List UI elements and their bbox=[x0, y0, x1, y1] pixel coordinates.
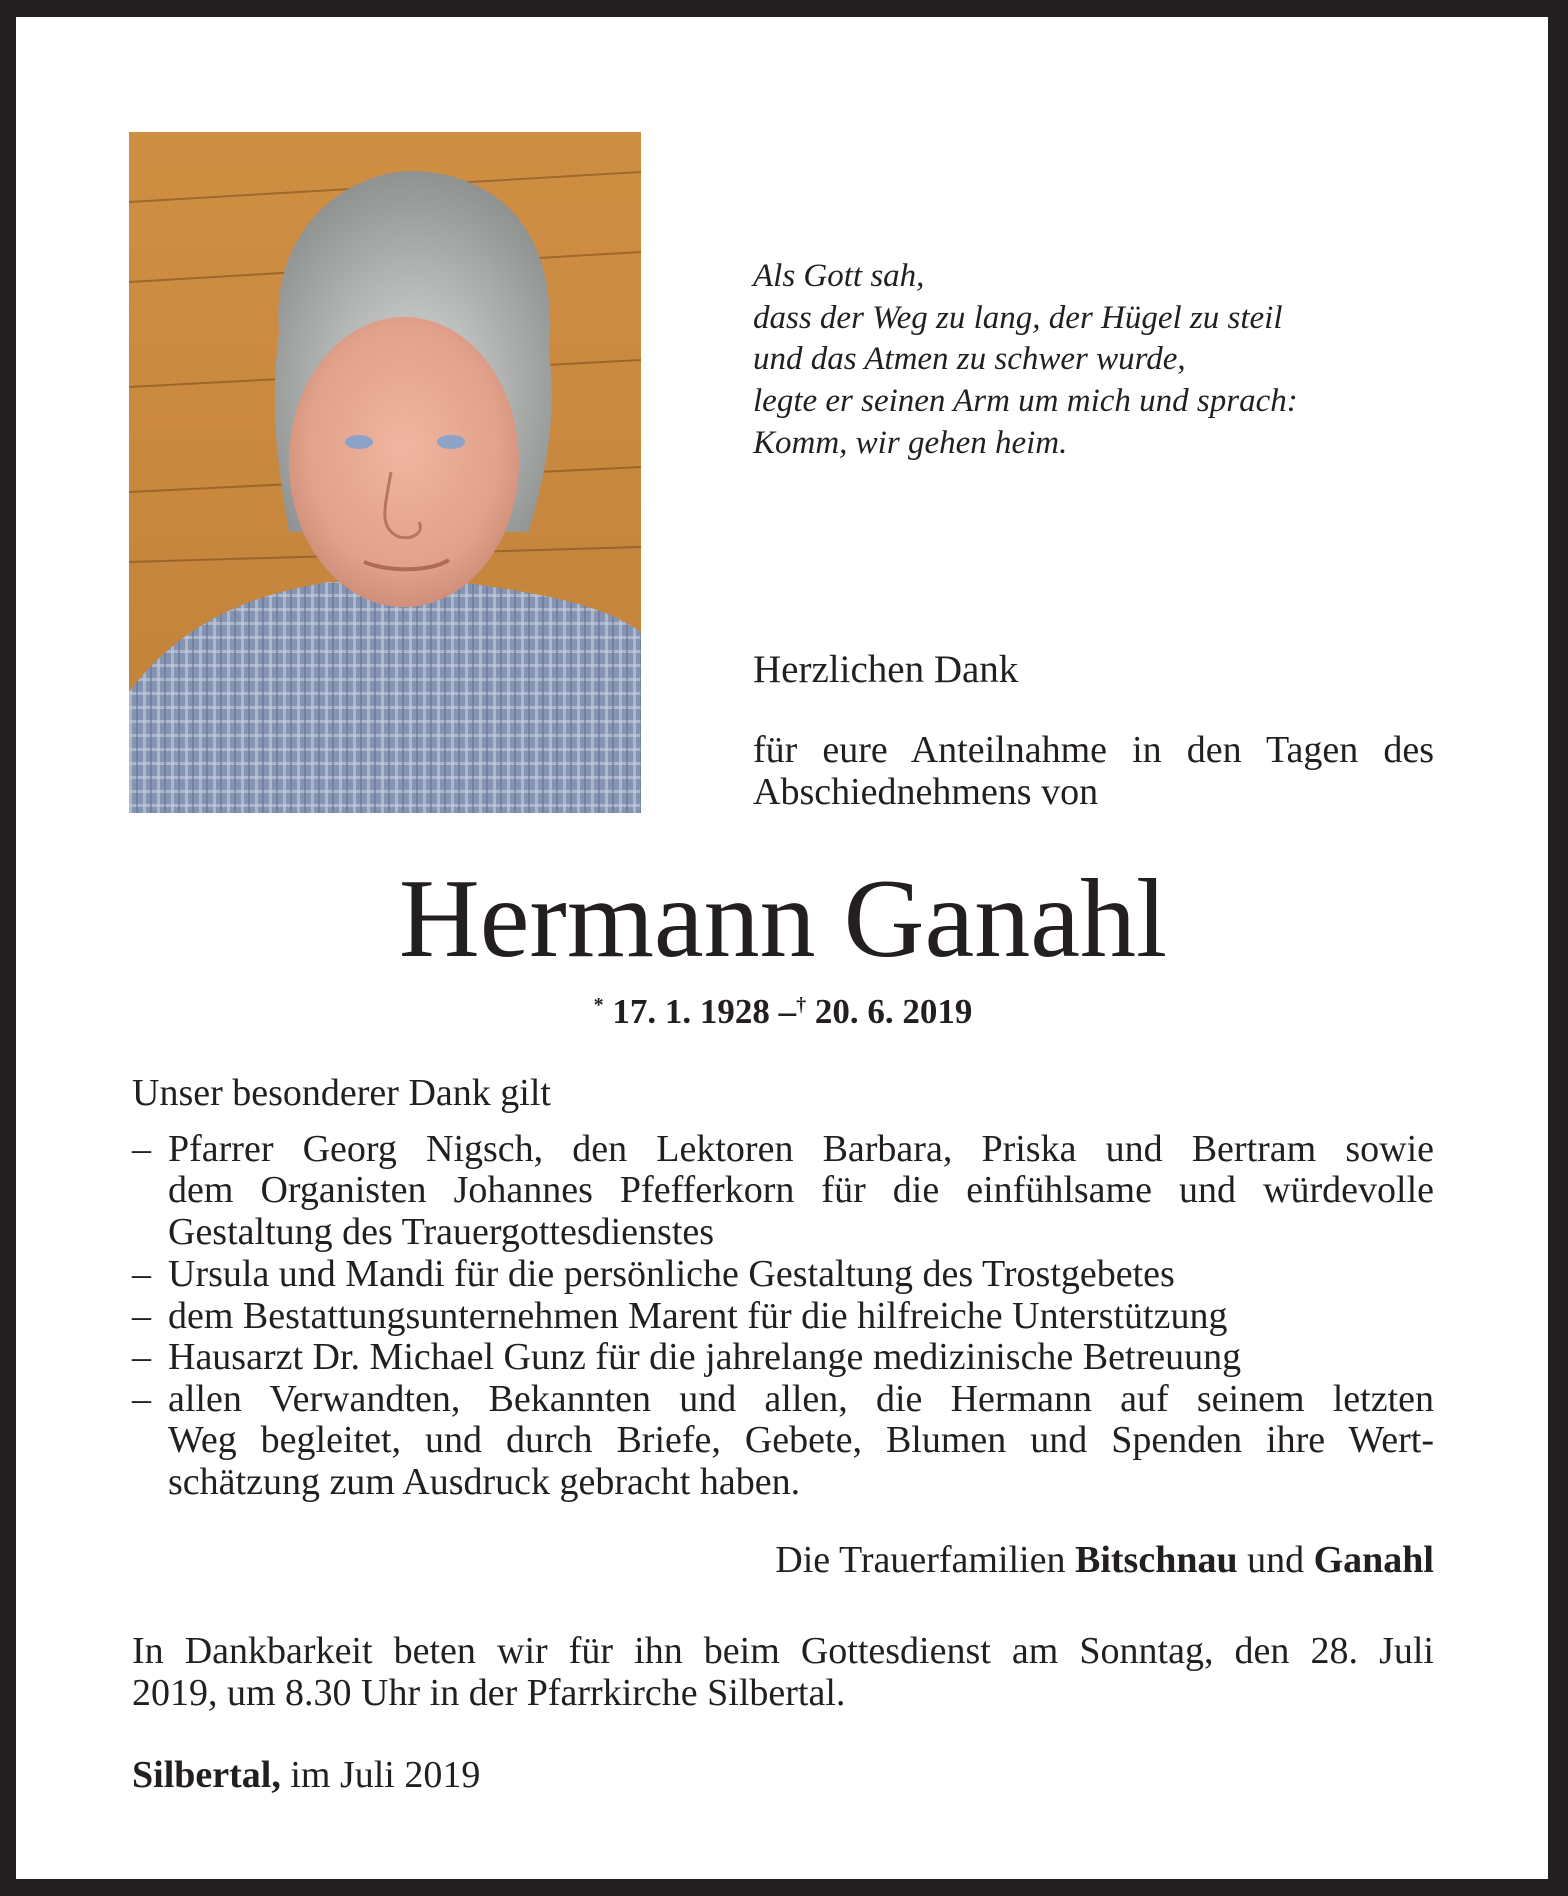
family-name-ganahl: Ganahl bbox=[1313, 1539, 1434, 1581]
special-thanks-intro: Unser besonderer Dank gilt bbox=[132, 1072, 551, 1114]
service-info-line: In Dankbarkeit beten wir für ihn beim Gottesdienst am Sonntag, den 28. Juli bbox=[132, 1630, 1434, 1672]
list-item-line: schätzung zum Ausdruck gebracht haben. bbox=[168, 1461, 801, 1503]
poem-line: und das Atmen zu schwer wurde, bbox=[753, 341, 1186, 377]
list-bullet: – bbox=[132, 1336, 151, 1378]
poem-line: dass der Weg zu lang, der Hügel zu steil bbox=[753, 300, 1283, 336]
thanks-heading: Herzlichen Dank bbox=[753, 648, 1019, 691]
list-item-line: Hausarzt Dr. Michael Gunz für die jahrelange medizinische Betreuung bbox=[168, 1336, 1242, 1378]
list-bullet: – bbox=[132, 1253, 151, 1295]
list-item-line: Gestaltung des Trauergottesdienstes bbox=[168, 1211, 715, 1253]
list-item-line: Ursula und Mandi für die persönliche Gestaltung des Trostgebetes bbox=[168, 1253, 1175, 1295]
date-separator: – bbox=[778, 992, 797, 1031]
poem-line: Komm, wir gehen heim. bbox=[753, 425, 1068, 461]
list-item-line: dem Bestattungsunternehmen Marent für die hilfreiche Unterstützung bbox=[168, 1295, 1228, 1337]
thanks-intro-line: für eure Anteilnahme in den Tagen des bbox=[753, 729, 1434, 771]
thanks-intro-line: Abschiednehmens von bbox=[753, 771, 1099, 813]
list-item-line: dem Organisten Johannes Pfefferkorn für die einfühlsame und würdevolle bbox=[168, 1169, 1434, 1211]
list-bullet: – bbox=[132, 1295, 151, 1337]
poem-line: legte er seinen Arm um mich und sprach: bbox=[753, 383, 1298, 419]
family-signature bbox=[132, 1539, 1434, 1583]
list-item-line: Pfarrer Georg Nigsch, den Lektoren Barbara, Priska und Bertram sowie bbox=[168, 1128, 1434, 1170]
death-symbol: † bbox=[796, 994, 807, 1016]
birth-symbol: * bbox=[593, 994, 604, 1016]
place: Silbertal, bbox=[132, 1754, 281, 1796]
service-info-line: 2019, um 8.30 Uhr in der Pfarrkirche Silbertal. bbox=[132, 1672, 846, 1714]
deceased-name: Hermann Ganahl bbox=[398, 857, 1168, 981]
life-dates bbox=[132, 992, 1434, 1032]
list-item-line: Weg begleitet, und durch Briefe, Gebete, Blumen und Spenden ihre Wert- bbox=[168, 1419, 1434, 1461]
date: im Juli 2019 bbox=[290, 1754, 481, 1796]
poem-line: Als Gott sah, bbox=[753, 258, 925, 294]
list-bullet: – bbox=[132, 1128, 151, 1170]
portrait-photo-icon bbox=[129, 132, 641, 813]
signature-prefix: Die Trauerfamilien bbox=[775, 1539, 1066, 1581]
place-date bbox=[132, 1754, 480, 1798]
signature-conjunction: und bbox=[1247, 1539, 1305, 1581]
death-date: 20. 6. 2019 bbox=[814, 992, 973, 1031]
family-name-bitschnau: Bitschnau bbox=[1074, 1539, 1238, 1581]
birth-date: 17. 1. 1928 bbox=[612, 992, 770, 1031]
list-item-line: allen Verwandten, Bekannten und allen, die Hermann auf seinem letzten bbox=[168, 1378, 1434, 1420]
portrait-photo bbox=[129, 132, 641, 813]
list-bullet: – bbox=[132, 1378, 151, 1420]
